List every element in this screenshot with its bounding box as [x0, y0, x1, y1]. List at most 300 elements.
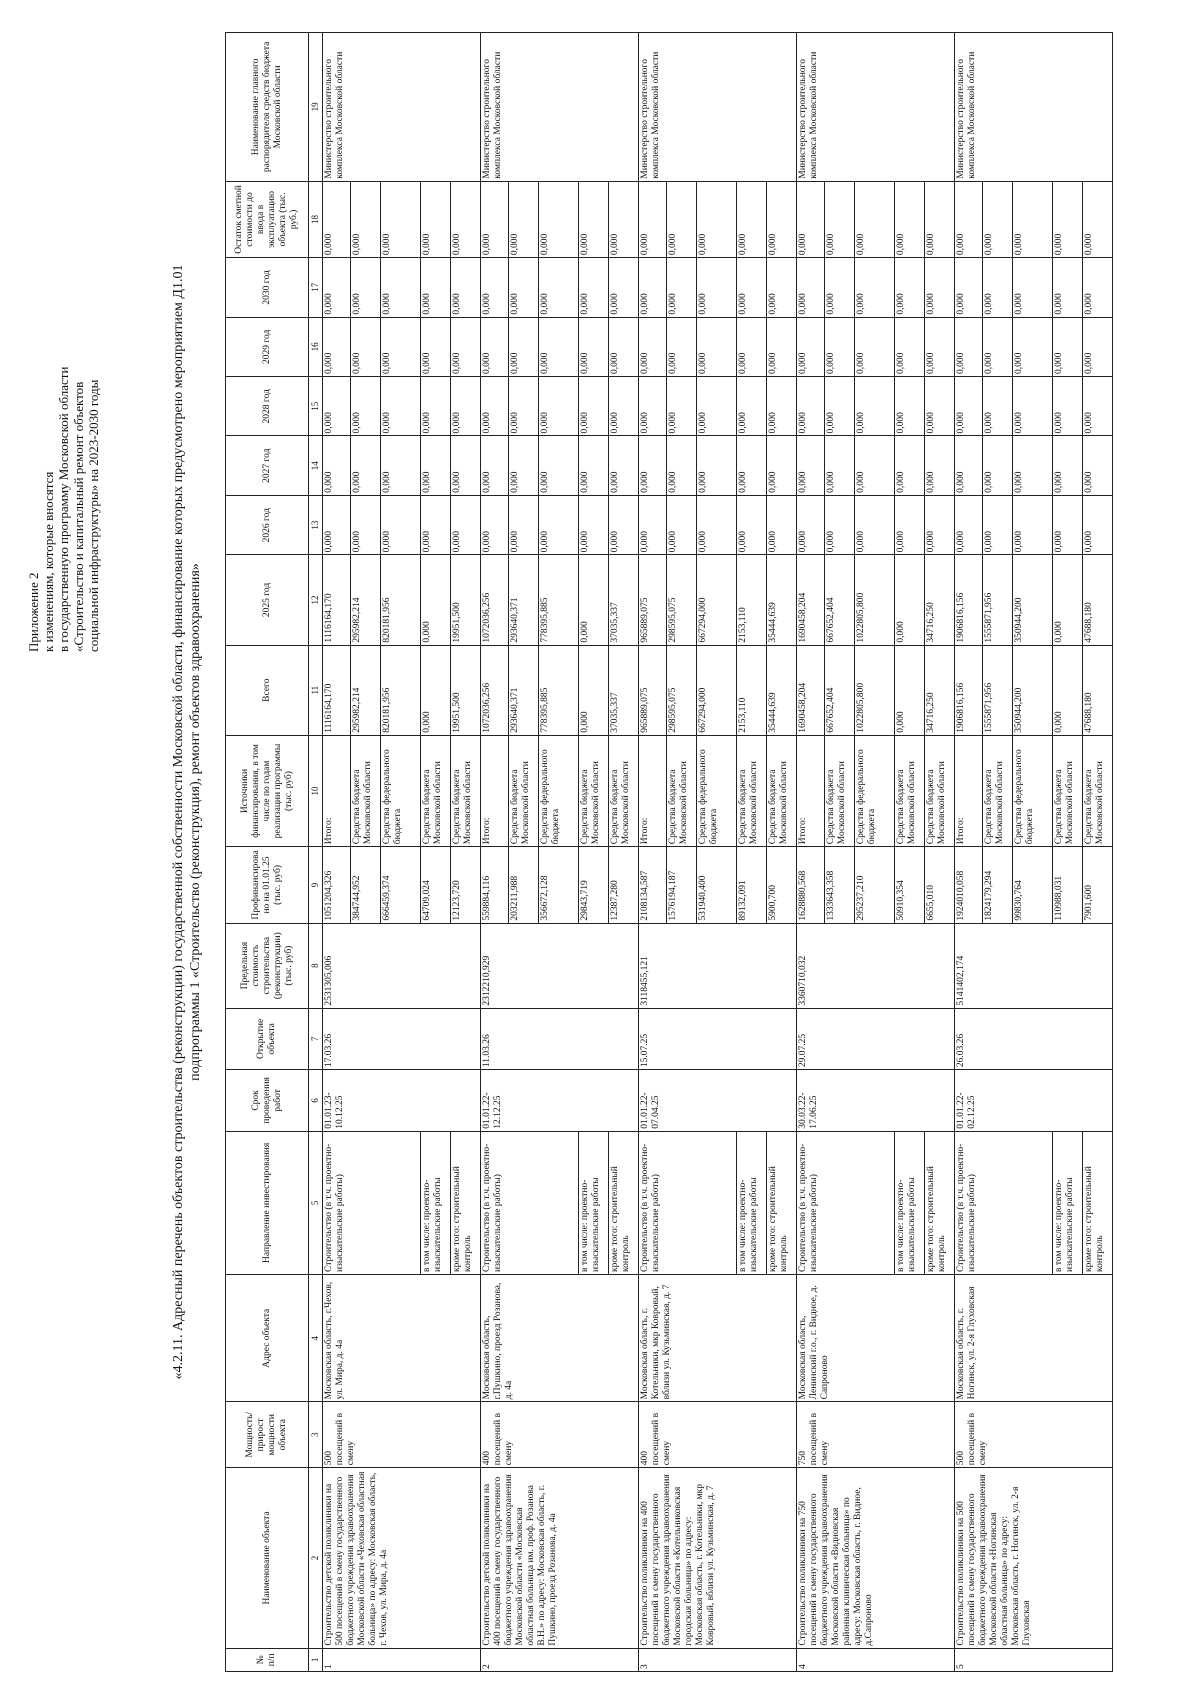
total-amount: 37035,337: [609, 645, 639, 735]
amount-zero: 0,000: [539, 258, 579, 317]
table-row: [481, 33, 509, 1672]
table-row: [955, 33, 983, 1672]
amount-2025: 1555871,956: [983, 555, 1013, 645]
funding-source: Средства бюджета Московской области: [1083, 735, 1113, 846]
amount-zero: 0,000: [481, 495, 509, 554]
column-header: Наименование объекта: [226, 1468, 309, 1648]
amount-zero: 0,000: [1013, 436, 1053, 495]
amount-zero: 0,000: [955, 258, 983, 317]
total-amount: 965889,075: [639, 645, 667, 735]
total-amount: 778395,885: [539, 645, 579, 735]
column-header: Всего: [226, 645, 309, 735]
amount-zero: 0,000: [895, 181, 925, 257]
amount-zero: 0,000: [697, 495, 737, 554]
column-header: Направление инвестирования: [226, 1131, 309, 1274]
amount-zero: 0,000: [797, 258, 825, 317]
funding-source: Средства бюджета Московской области: [925, 735, 955, 846]
amount-zero: 0,000: [1053, 258, 1083, 317]
amount-2025: 1072036,256: [481, 555, 509, 645]
object-name: Строительство поликлиники на 750 посещений в смену государственного бюджетного учреждения здравоохранения Московской области «Видновская районная клиническая больница» по адресу: Московская область, г. Видное, д.Сапроново: [797, 1468, 955, 1648]
total-amount: 667652,404: [825, 645, 855, 735]
object-address: Московская область, Ленинский г.о., г. Видное, д. Сапроново: [797, 1275, 955, 1402]
amount-zero: 0,000: [609, 317, 639, 376]
total-amount: 2153,110: [737, 645, 767, 735]
funding-source: Средства бюджета Московской области: [451, 735, 481, 846]
amount-zero: 0,000: [609, 495, 639, 554]
amount-2025: 965889,075: [639, 555, 667, 645]
amount-zero: 0,000: [451, 377, 481, 436]
appendix-line: «Строительство и капитальный ремонт объектов: [71, 381, 86, 652]
column-number: 1: [309, 1648, 323, 1671]
amount-zero: 0,000: [667, 377, 697, 436]
document-title: [170, 202, 204, 1442]
amount-zero: 0,000: [767, 181, 797, 257]
amount-zero: 0,000: [955, 495, 983, 554]
amount-zero: 0,000: [539, 495, 579, 554]
amount-zero: 0,000: [323, 181, 351, 257]
column-header: Остаток сметной стоимости до ввода в эксплуатацию объекта (тыс. руб.): [226, 181, 309, 257]
column-number: 18: [309, 181, 323, 257]
amount-zero: 0,000: [855, 181, 895, 257]
amount-zero: 0,000: [895, 377, 925, 436]
funding-source: Итого:: [323, 735, 351, 846]
column-header: № п/п: [226, 1648, 309, 1671]
financed-amount: 1051204,326: [323, 847, 351, 923]
amount-2025: 34716,250: [925, 555, 955, 645]
amount-zero: 0,000: [609, 377, 639, 436]
amount-zero: 0,000: [579, 258, 609, 317]
funding-source: Средства бюджета Московской области: [825, 735, 855, 846]
amount-2025: 19951,500: [451, 555, 481, 645]
amount-zero: 0,000: [925, 495, 955, 554]
amount-zero: 0,000: [451, 436, 481, 495]
financed-amount: 50910,354: [895, 847, 925, 923]
ministry-name: Министерство строительного комплекса Московской области: [323, 33, 481, 182]
financed-amount: 559884,116: [481, 847, 509, 923]
amount-2025: 778395,885: [539, 555, 579, 645]
amount-zero: 0,000: [609, 181, 639, 257]
title-line: «4.2.11. Адресный перечень объектов строительства (реконструкции) государственной собственности Московской области, финансирование которых предусмотрено мероприятием Д1.01: [171, 264, 186, 1380]
amount-zero: 0,000: [381, 377, 421, 436]
amount-zero: 0,000: [639, 181, 667, 257]
object-opening: 11.03.26: [481, 1008, 639, 1070]
amount-zero: 0,000: [767, 258, 797, 317]
limit-cost: 3360710,032: [797, 923, 955, 1008]
financed-amount: 1576194,187: [667, 847, 697, 923]
amount-2025: 47688,180: [1083, 555, 1113, 645]
amount-zero: 0,000: [825, 495, 855, 554]
object-number: 5: [955, 1648, 1113, 1671]
amount-zero: 0,000: [1053, 181, 1083, 257]
amount-zero: 0,000: [1083, 377, 1113, 436]
amount-zero: 0,000: [579, 436, 609, 495]
column-header: Срок проведения работ: [226, 1070, 309, 1132]
funding-source: Средства бюджета Московской области: [579, 735, 609, 846]
column-header: 2026 год: [226, 495, 309, 554]
amount-zero: 0,000: [579, 317, 609, 376]
amount-zero: 0,000: [579, 377, 609, 436]
investment-direction: Строительство (в т.ч. проектно-изыскательские работы): [481, 1131, 579, 1274]
amount-zero: 0,000: [855, 317, 895, 376]
financed-amount: 2108134,587: [639, 847, 667, 923]
amount-zero: 0,000: [925, 377, 955, 436]
column-number: 6: [309, 1070, 323, 1132]
amount-zero: 0,000: [351, 317, 381, 376]
limit-cost: 3118455,121: [639, 923, 797, 1008]
title-line: подпрограммы 1 «Строительство (реконструкция), ремонт объектов здравоохранения»: [188, 563, 203, 1081]
amount-zero: 0,000: [451, 317, 481, 376]
amount-zero: 0,000: [509, 317, 539, 376]
amount-zero: 0,000: [539, 317, 579, 376]
amount-zero: 0,000: [451, 495, 481, 554]
investment-direction: в том числе: проектно-изыскательские работы: [737, 1131, 767, 1274]
total-amount: 1690458,204: [797, 645, 825, 735]
amount-zero: 0,000: [481, 181, 509, 257]
funding-source: Итого:: [639, 735, 667, 846]
financed-amount: 531940,400: [697, 847, 737, 923]
investment-direction: Строительство (в т.ч. проектно-изыскательские работы): [323, 1131, 421, 1274]
amount-zero: 0,000: [1083, 258, 1113, 317]
investment-direction: в том числе: проектно-изыскательские работы: [895, 1131, 925, 1274]
amount-zero: 0,000: [381, 317, 421, 376]
financed-amount: 203211,988: [509, 847, 539, 923]
column-header: Предельная стоимость строительства (реконструкции) (тыс. руб): [226, 923, 309, 1008]
column-number: 12: [309, 555, 323, 645]
funding-source: Итого:: [955, 735, 983, 846]
amount-zero: 0,000: [983, 317, 1013, 376]
amount-zero: 0,000: [825, 317, 855, 376]
amount-2025: 667652,404: [825, 555, 855, 645]
work-period: 30.03.22-17.06.25: [797, 1070, 955, 1132]
financed-amount: 110988,031: [1053, 847, 1083, 923]
amount-zero: 0,000: [323, 436, 351, 495]
total-amount: 1022805,800: [855, 645, 895, 735]
column-header: Мощность/ прирост мощности объекта: [226, 1402, 309, 1468]
amount-zero: 0,000: [509, 377, 539, 436]
object-address: Московская область, г. Котельники, мкр Ковровый, вблизи ул. Кузьминская, д. 7: [639, 1275, 797, 1402]
amount-zero: 0,000: [825, 436, 855, 495]
amount-zero: 0,000: [421, 495, 451, 554]
amount-zero: 0,000: [1053, 436, 1083, 495]
amount-zero: 0,000: [1053, 495, 1083, 554]
amount-zero: 0,000: [381, 181, 421, 257]
amount-zero: 0,000: [825, 377, 855, 436]
funding-source: Средства бюджета Московской области: [667, 735, 697, 846]
amount-zero: 0,000: [925, 317, 955, 376]
amount-2025: 35444,639: [767, 555, 797, 645]
object-capacity: 500 посещений в смену: [323, 1402, 481, 1468]
amount-zero: 0,000: [767, 377, 797, 436]
amount-zero: 0,000: [895, 495, 925, 554]
amount-zero: 0,000: [925, 181, 955, 257]
object-number: 3: [639, 1648, 797, 1671]
funding-source: Средства бюджета Московской области: [421, 735, 451, 846]
amount-zero: 0,000: [351, 181, 381, 257]
object-opening: 15.07.25: [639, 1008, 797, 1070]
object-capacity: 400 посещений в смену: [481, 1402, 639, 1468]
column-number: 5: [309, 1131, 323, 1274]
amount-zero: 0,000: [983, 436, 1013, 495]
financed-amount: 666459,374: [381, 847, 421, 923]
amount-2025: 1906816,156: [955, 555, 983, 645]
investment-direction: кроме того: строительный контроль: [1083, 1131, 1113, 1274]
financed-amount: 1824179,294: [983, 847, 1013, 923]
funding-source: Средства федерального бюджета: [697, 735, 737, 846]
amount-zero: 0,000: [639, 436, 667, 495]
amount-2025: 298595,075: [667, 555, 697, 645]
amount-zero: 0,000: [737, 258, 767, 317]
amount-zero: 0,000: [737, 377, 767, 436]
amount-zero: 0,000: [421, 258, 451, 317]
investment-direction: в том числе: проектно-изыскательские работы: [579, 1131, 609, 1274]
amount-zero: 0,000: [609, 436, 639, 495]
total-amount: 47688,180: [1083, 645, 1113, 735]
financed-amount: 384744,952: [351, 847, 381, 923]
amount-zero: 0,000: [797, 436, 825, 495]
amount-zero: 0,000: [767, 317, 797, 376]
amount-zero: 0,000: [797, 377, 825, 436]
object-address: Московская область, г. Ногинск, ул. 2-я Глуховская: [955, 1275, 1113, 1402]
funding-source: Средства бюджета Московской области: [1053, 735, 1083, 846]
financed-amount: 64709,024: [421, 847, 451, 923]
financed-amount: 99830,764: [1013, 847, 1053, 923]
amount-zero: 0,000: [855, 495, 895, 554]
work-period: 01.01.23-10.12.25: [323, 1070, 481, 1132]
amount-zero: 0,000: [737, 317, 767, 376]
column-header: Источники финансирования, в том числе по годам реализации программы (тыс. руб): [226, 735, 309, 846]
amount-zero: 0,000: [1013, 377, 1053, 436]
financed-amount: 6655,010: [925, 847, 955, 923]
amount-zero: 0,000: [737, 181, 767, 257]
investment-direction: кроме того: строительный контроль: [767, 1131, 797, 1274]
investment-direction: Строительство (в т.ч. проектно-изыскательские работы): [955, 1131, 1053, 1274]
financed-amount: 356672,128: [539, 847, 579, 923]
total-amount: 1555871,956: [983, 645, 1013, 735]
funding-source: Средства бюджета Московской области: [509, 735, 539, 846]
amount-zero: 0,000: [539, 181, 579, 257]
amount-zero: 0,000: [1083, 436, 1113, 495]
amount-zero: 0,000: [983, 258, 1013, 317]
amount-2025: 2153,110: [737, 555, 767, 645]
amount-zero: 0,000: [983, 181, 1013, 257]
amount-zero: 0,000: [797, 495, 825, 554]
amount-zero: 0,000: [539, 377, 579, 436]
amount-zero: 0,000: [481, 317, 509, 376]
header-row: [226, 33, 309, 1672]
amount-zero: 0,000: [797, 181, 825, 257]
funding-source: Итого:: [797, 735, 825, 846]
amount-zero: 0,000: [697, 436, 737, 495]
investment-direction: Строительство (в т.ч. проектно-изыскательские работы): [797, 1131, 895, 1274]
financed-amount: 1924010,058: [955, 847, 983, 923]
column-header: 2025 год: [226, 555, 309, 645]
amount-zero: 0,000: [1083, 495, 1113, 554]
amount-zero: 0,000: [767, 495, 797, 554]
appendix-header: [26, 52, 101, 652]
amount-zero: 0,000: [955, 377, 983, 436]
amount-zero: 0,000: [983, 377, 1013, 436]
amount-zero: 0,000: [381, 258, 421, 317]
amount-zero: 0,000: [481, 377, 509, 436]
amount-zero: 0,000: [509, 495, 539, 554]
amount-zero: 0,000: [1013, 181, 1053, 257]
funding-source: Итого:: [481, 735, 509, 846]
column-number: 17: [309, 258, 323, 317]
financed-amount: 5900,700: [767, 847, 797, 923]
total-amount: 35444,639: [767, 645, 797, 735]
amount-zero: 0,000: [323, 495, 351, 554]
amount-zero: 0,000: [697, 181, 737, 257]
amount-zero: 0,000: [697, 317, 737, 376]
amount-zero: 0,000: [955, 181, 983, 257]
financed-amount: 89132,091: [737, 847, 767, 923]
amount-zero: 0,000: [1013, 258, 1053, 317]
appendix-line: в государственную программу Московской области: [56, 366, 71, 652]
column-header: 2029 год: [226, 317, 309, 376]
table-body: [323, 33, 1113, 1672]
column-number: 9: [309, 847, 323, 923]
column-number-row: [309, 33, 323, 1672]
amount-zero: 0,000: [955, 317, 983, 376]
amount-zero: 0,000: [639, 495, 667, 554]
amount-zero: 0,000: [639, 377, 667, 436]
object-address: Московская область, г.Пушкино, проезд Розанова, д. 4а: [481, 1275, 639, 1402]
amount-2025: 0,000: [1053, 555, 1083, 645]
amount-zero: 0,000: [825, 181, 855, 257]
column-number: 2: [309, 1468, 323, 1648]
amount-zero: 0,000: [639, 317, 667, 376]
amount-zero: 0,000: [509, 181, 539, 257]
total-amount: 0,000: [421, 645, 451, 735]
work-period: 01.01.22-02.12.25: [955, 1070, 1113, 1132]
column-header: Наименование главного распорядителя средств бюджета Московской области: [226, 33, 309, 182]
amount-zero: 0,000: [381, 436, 421, 495]
column-number: 16: [309, 317, 323, 376]
object-capacity: 500 посещений в смену: [955, 1402, 1113, 1468]
column-number: 19: [309, 33, 323, 182]
amount-zero: 0,000: [855, 436, 895, 495]
amount-zero: 0,000: [667, 495, 697, 554]
amount-2025: 1116164,170: [323, 555, 351, 645]
amount-zero: 0,000: [421, 317, 451, 376]
object-name: Строительство детской поликлиники на 500 посещений в смену государственного бюджетного учреждения здравоохранения Московской области «Чеховская областная больница» по адресу: Московская область, г. Чехов, ул. Мира, д. 4а: [323, 1468, 481, 1648]
ministry-name: Министерство строительного комплекса Московской области: [955, 33, 1113, 182]
object-name: Строительство поликлиники на 500 посещений в смену государственного бюджетного учреждения здравоохранения Московской области «Ногинская областная больница» по адресу: Московская область, г. Ногинск, ул. 2-я Глуховская: [955, 1468, 1113, 1648]
total-amount: 1116164,170: [323, 645, 351, 735]
funding-source: Средства федерального бюджета: [381, 735, 421, 846]
address-list-table: [225, 32, 1113, 1672]
amount-2025: 293640,371: [509, 555, 539, 645]
limit-cost: 2312210,929: [481, 923, 639, 1008]
amount-zero: 0,000: [667, 258, 697, 317]
amount-2025: 820181,956: [381, 555, 421, 645]
total-amount: 34716,250: [925, 645, 955, 735]
amount-2025: 1022805,800: [855, 555, 895, 645]
amount-zero: 0,000: [767, 436, 797, 495]
amount-zero: 0,000: [797, 317, 825, 376]
investment-direction: Строительство (в т.ч. проектно-изыскательские работы): [639, 1131, 737, 1274]
financed-amount: 1333643,358: [825, 847, 855, 923]
work-period: 01.01.22-12.12.25: [481, 1070, 639, 1132]
limit-cost: 2531305,006: [323, 923, 481, 1008]
ministry-name: Министерство строительного комплекса Московской области: [797, 33, 955, 182]
rotated-document-canvas: [20, 32, 1180, 1672]
amount-zero: 0,000: [667, 181, 697, 257]
column-number: 11: [309, 645, 323, 735]
total-amount: 0,000: [1053, 645, 1083, 735]
financed-amount: 29843,719: [579, 847, 609, 923]
amount-zero: 0,000: [925, 436, 955, 495]
column-header: Адрес объекта: [226, 1275, 309, 1402]
investment-direction: кроме того: строительный контроль: [925, 1131, 955, 1274]
amount-zero: 0,000: [323, 258, 351, 317]
column-number: 15: [309, 377, 323, 436]
total-amount: 1906816,156: [955, 645, 983, 735]
object-opening: 26.03.26: [955, 1008, 1113, 1070]
column-number: 13: [309, 495, 323, 554]
amount-zero: 0,000: [955, 436, 983, 495]
funding-source: Средства федерального бюджета: [539, 735, 579, 846]
column-header: 2028 год: [226, 377, 309, 436]
investment-direction: в том числе: проектно-изыскательские работы: [421, 1131, 451, 1274]
amount-2025: 350944,200: [1013, 555, 1053, 645]
amount-2025: 37035,337: [609, 555, 639, 645]
financed-amount: 1628880,568: [797, 847, 825, 923]
amount-zero: 0,000: [351, 495, 381, 554]
object-capacity: 750 посещений в смену: [797, 1402, 955, 1468]
amount-zero: 0,000: [1083, 317, 1113, 376]
amount-zero: 0,000: [539, 436, 579, 495]
amount-zero: 0,000: [451, 258, 481, 317]
column-header: Открытие объекта: [226, 1008, 309, 1070]
object-number: 4: [797, 1648, 955, 1671]
column-number: 10: [309, 735, 323, 846]
amount-zero: 0,000: [421, 181, 451, 257]
funding-source: Средства федерального бюджета: [855, 735, 895, 846]
amount-zero: 0,000: [895, 436, 925, 495]
amount-zero: 0,000: [481, 436, 509, 495]
amount-zero: 0,000: [1013, 317, 1053, 376]
limit-cost: 5141402,174: [955, 923, 1113, 1008]
amount-zero: 0,000: [1053, 317, 1083, 376]
amount-zero: 0,000: [509, 258, 539, 317]
financed-amount: 7901,600: [1083, 847, 1113, 923]
amount-zero: 0,000: [579, 181, 609, 257]
object-opening: 29.07.25: [797, 1008, 955, 1070]
funding-source: Средства бюджета Московской области: [351, 735, 381, 846]
amount-2025: 1690458,204: [797, 555, 825, 645]
total-amount: 19951,500: [451, 645, 481, 735]
ministry-name: Министерство строительного комплекса Московской области: [639, 33, 797, 182]
amount-zero: 0,000: [421, 377, 451, 436]
amount-zero: 0,000: [509, 436, 539, 495]
column-header: 2030 год: [226, 258, 309, 317]
object-number: 1: [323, 1648, 481, 1671]
amount-zero: 0,000: [639, 258, 667, 317]
object-capacity: 400 посещений в смену: [639, 1402, 797, 1468]
investment-direction: кроме того: строительный контроль: [609, 1131, 639, 1274]
amount-zero: 0,000: [351, 436, 381, 495]
table-row: [797, 33, 825, 1672]
financed-amount: 12123,720: [451, 847, 481, 923]
total-amount: 295982,214: [351, 645, 381, 735]
table-row: [323, 33, 351, 1672]
table-row: [639, 33, 667, 1672]
column-number: 4: [309, 1275, 323, 1402]
funding-source: Средства бюджета Московской области: [609, 735, 639, 846]
object-address: Московская область, г.Чехов, ул. Мира, д. 4а: [323, 1275, 481, 1402]
appendix-line: Приложение 2: [26, 572, 41, 652]
